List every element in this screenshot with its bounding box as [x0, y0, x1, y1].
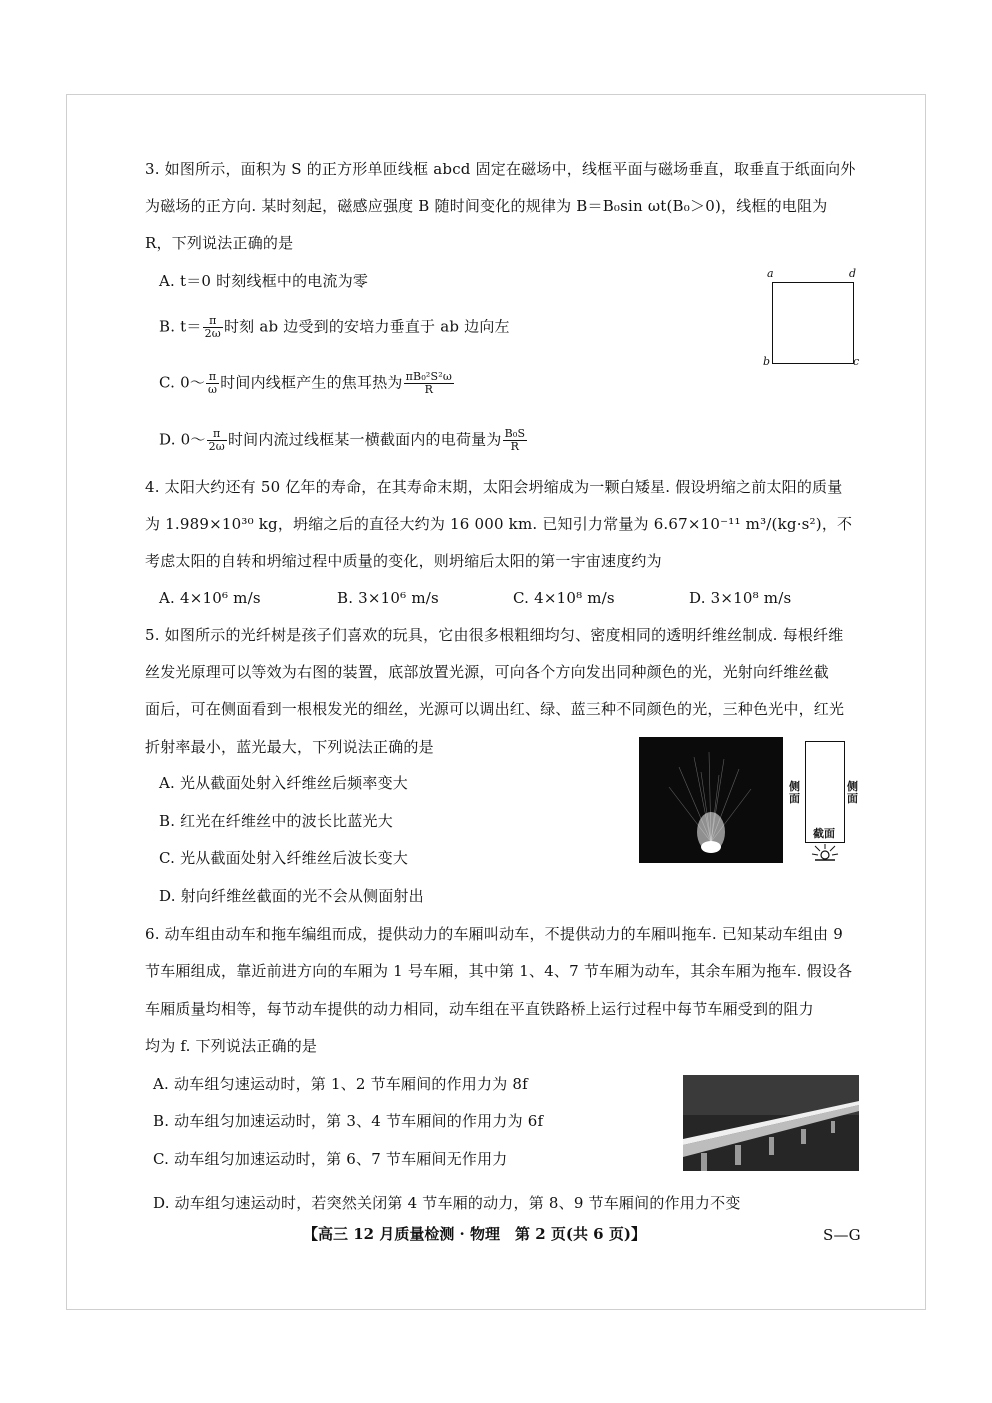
- q5-option-b: B. 红光在纤维丝中的波长比蓝光大: [159, 812, 393, 830]
- q3-option-c-answer-fraction: [404, 371, 454, 396]
- fiber-schematic-figure: [785, 737, 861, 867]
- page-footer: 【高三 12 月质量检测 · 物理 第 2 页(共 6 页)】: [303, 1225, 646, 1243]
- q6-stem-line4: 均为 f. 下列说法正确的是: [145, 1037, 318, 1055]
- q3-option-c-answer-num: πB₀²S²ω: [405, 370, 453, 383]
- q6-stem-line2: 节车厢组成，靠近前进方向的车厢为 1 号车厢，其中第 1、4、7 节车厢为动车，其余车厢为拖车. 假设各: [145, 962, 853, 980]
- corner-label-c: c: [853, 355, 860, 368]
- q3-option-b-den: 2ω: [204, 327, 221, 340]
- q4-option-b: B. 3×10⁶ m/s: [337, 589, 439, 607]
- q5-option-c: C. 光从截面处射入纤维丝后波长变大: [159, 849, 409, 867]
- q5-stem-line3: 面后，可在侧面看到一根根发光的细丝，光源可以调出红、绿、蓝三种不同颜色的光，三种色光中，红光: [145, 700, 845, 718]
- exam-page: [66, 94, 926, 1310]
- q3-option-a: A. t＝0 时刻线框中的电流为零: [159, 272, 369, 290]
- corner-label-a: a: [767, 267, 774, 280]
- train-bridge-illustration: [683, 1075, 859, 1171]
- q3-option-d-fraction: [207, 428, 227, 453]
- q3-square-loop-figure: [763, 267, 867, 369]
- q6-stem-line3: 车厢质量均相等，每节动车提供的动力相同，动车组在平直铁路桥上运行过程中每节车厢受到的阻力: [145, 1000, 814, 1018]
- q3-option-d: [159, 428, 528, 453]
- q5-option-d: D. 射向纤维丝截面的光不会从侧面射出: [159, 887, 424, 905]
- q3-option-c-text: 时间内线框产生的焦耳热为: [220, 373, 403, 392]
- q3-option-d-text: 时间内流过线框某一横截面内的电荷量为: [227, 430, 502, 449]
- bullet-train-photo: [683, 1075, 859, 1171]
- q3-option-b-text: 时刻 ab 边受到的安培力垂直于 ab 边向左: [223, 317, 510, 336]
- q3-option-c-answer-den: R: [424, 383, 434, 396]
- fiber-optic-tree-photo: [639, 737, 783, 863]
- q4-option-a: A. 4×10⁶ m/s: [159, 589, 261, 607]
- q5-stem-line4: 折射率最小，蓝光最大，下列说法正确的是: [145, 738, 434, 756]
- corner-label-d: d: [849, 267, 857, 280]
- q3-option-c-den: ω: [208, 383, 218, 396]
- square-loop: [772, 282, 854, 364]
- q4-stem-line3: 考虑太阳的自转和坍缩过程中质量的变化，则坍缩后太阳的第一宇宙速度约为: [145, 552, 662, 570]
- q3-option-b: [159, 315, 510, 340]
- q3-option-d-answer-den: R: [510, 440, 520, 453]
- q3-option-b-prefix: B. t＝: [159, 317, 202, 336]
- q5-stem-line1: 5. 如图所示的光纤树是孩子们喜欢的玩具，它由很多根粗细均匀、密度相同的透明纤维丝制成. 每根纤维: [145, 626, 844, 644]
- q6-option-a: A. 动车组匀速运动时，第 1、2 节车厢间的作用力为 8f: [153, 1075, 528, 1093]
- q6-option-c: C. 动车组匀加速运动时，第 6、7 节车厢间无作用力: [153, 1150, 508, 1168]
- q4-option-c: C. 4×10⁸ m/s: [513, 589, 615, 607]
- q3-option-b-num: π: [203, 315, 223, 328]
- cross-section-label: 截面: [813, 827, 835, 840]
- q3-option-c: [159, 371, 455, 396]
- q6-stem-line1: 6. 动车组由动车和拖车编组而成，提供动力的车厢叫动车，不提供动力的车厢叫拖车. 已知某动车组由 9: [145, 925, 843, 943]
- fiber-tree-illustration: [639, 737, 783, 863]
- q3-stem-line1: 3. 如图所示，面积为 S 的正方形单匝线框 abcd 固定在磁场中，线框平面与磁场垂直，取垂直于纸面向外: [145, 160, 856, 178]
- q6-option-b: B. 动车组匀加速运动时，第 3、4 节车厢间的作用力为 6f: [153, 1112, 544, 1130]
- q3-option-d-answer-fraction: [503, 428, 528, 453]
- q3-option-c-prefix: C. 0～: [159, 373, 206, 392]
- q5-option-a: A. 光从截面处射入纤维丝后频率变大: [159, 774, 408, 792]
- q6-option-d: D. 动车组匀速运动时，若突然关闭第 4 节车厢的动力，第 8、9 节车厢间的作用力不变: [153, 1194, 741, 1212]
- paper-code: S—G: [823, 1226, 861, 1244]
- q4-stem-line2: 为 1.989×10³⁰ kg，坍缩之后的直径大约为 16 000 km. 已知引力常量为 6.67×10⁻¹¹ m³/(kg·s²)，不: [145, 515, 853, 533]
- q4-option-d: D. 3×10⁸ m/s: [689, 589, 792, 607]
- q3-option-d-num: π: [207, 428, 227, 441]
- side-label-right: 侧面: [847, 780, 858, 805]
- q3-option-d-answer-num: B₀S: [504, 427, 526, 440]
- q3-option-b-fraction: [203, 315, 223, 340]
- q3-option-c-fraction: [206, 371, 219, 396]
- q4-stem-line1: 4. 太阳大约还有 50 亿年的寿命，在其寿命末期，太阳会坍缩成为一颗白矮星. 假设坍缩之前太阳的质量: [145, 478, 843, 496]
- q5-stem-line2: 丝发光原理可以等效为右图的装置，底部放置光源，可向各个方向发出同种颜色的光，光射向纤维丝截: [145, 663, 830, 681]
- corner-label-b: b: [763, 355, 771, 368]
- q3-option-d-den: 2ω: [208, 440, 225, 453]
- light-source-icon: [809, 843, 841, 863]
- q3-stem-line2: 为磁场的正方向. 某时刻起，磁感应强度 B 随时间变化的规律为 B＝B₀sin ωt(B₀＞0)，线框的电阻为: [145, 197, 828, 215]
- q3-option-c-num: π: [206, 371, 219, 384]
- side-label-left: 侧面: [789, 780, 800, 805]
- q3-option-d-prefix: D. 0～: [159, 430, 206, 449]
- q3-stem-line3: R，下列说法正确的是: [145, 234, 294, 252]
